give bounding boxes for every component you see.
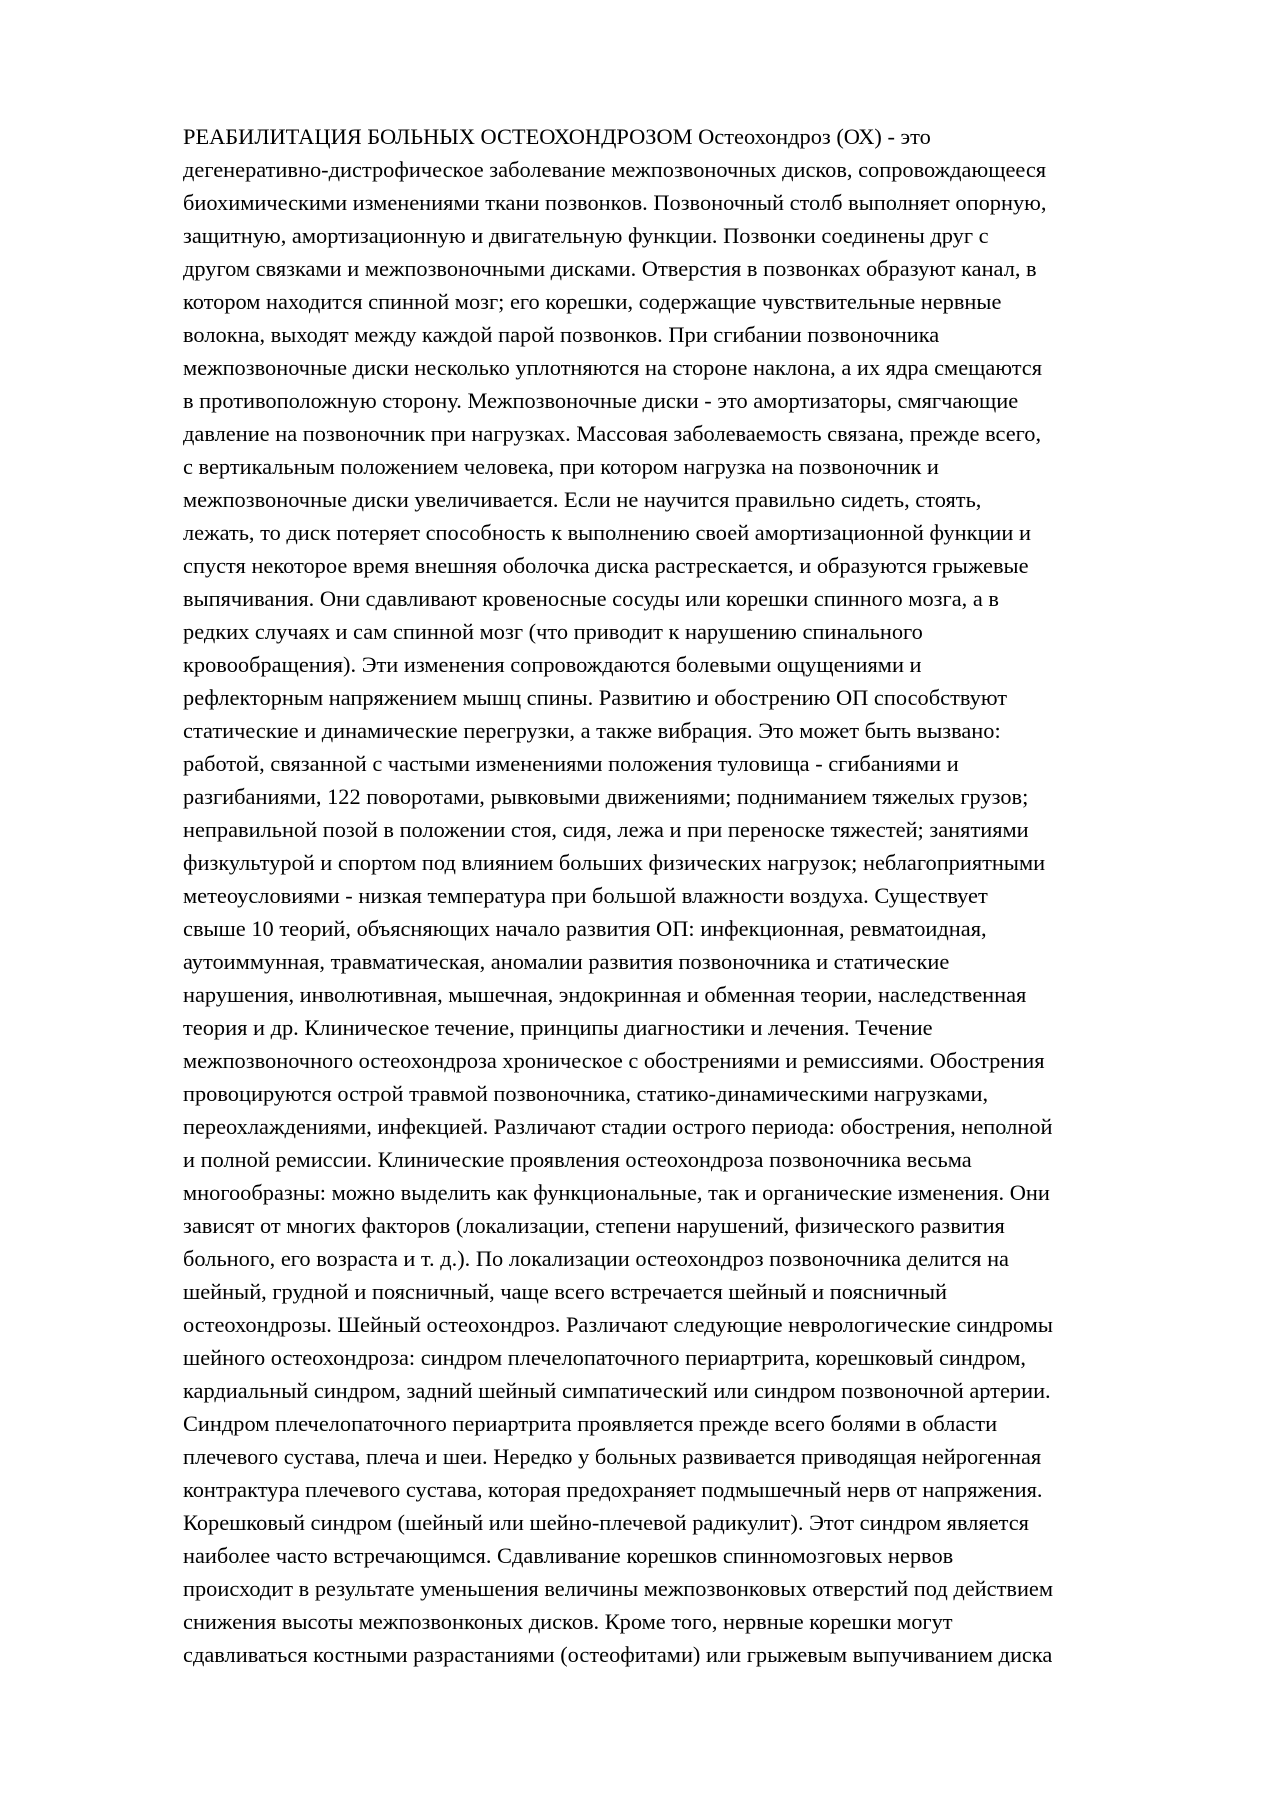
text-line: РЕАБИЛИТАЦИЯ БОЛЬНЫХ ОСТЕОХОНДРОЗОМ Остеохондроз (ОХ) - это bbox=[183, 124, 931, 149]
text-line: провоцируются острой травмой позвоночника, статико-динамическими нагрузками, bbox=[183, 1081, 989, 1106]
text-line: нарушения, инволютивная, мышечная, эндокринная и обменная теории, наследственная bbox=[183, 982, 1027, 1007]
text-line: плечевого сустава, плеча и шеи. Нередко у больных развивается приводящая нейрогенная bbox=[183, 1444, 1042, 1469]
text-line: теория и др. Клиническое течение, принципы диагностики и лечения. Течение bbox=[183, 1015, 933, 1040]
text-line: аутоиммунная, травматическая, аномалии развития позвоночника и статические bbox=[183, 949, 950, 974]
text-line: разгибаниями, 122 поворотами, рывковыми движениями; подниманием тяжелых грузов; bbox=[183, 784, 1029, 809]
text-line: сдавливаться костными разрастаниями (остеофитами) или грыжевым выпучиванием диска bbox=[183, 1642, 1053, 1667]
text-line: кровообращения). Эти изменения сопровождаются болевыми ощущениями и bbox=[183, 652, 922, 677]
text-line: многообразны: можно выделить как функциональные, так и органические изменения. Они bbox=[183, 1180, 1050, 1205]
text-line: лежать, то диск потеряет способность к выполнению своей амортизационной функции и bbox=[183, 520, 1031, 545]
text-line: свыше 10 теорий, объясняющих начало развития ОП: инфекционная, ревматоидная, bbox=[183, 916, 987, 941]
text-line: контрактура плечевого сустава, которая предохраняет подмышечный нерв от напряжения. bbox=[183, 1477, 1043, 1502]
text-line: метеоусловиями - низкая температура при большой влажности воздуха. Существует bbox=[183, 883, 988, 908]
text-line: работой, связанной с частыми изменениями положения туловища - сгибаниями и bbox=[183, 751, 959, 776]
text-line: шейный, грудной и поясничный, чаще всего встречается шейный и поясничный bbox=[183, 1279, 947, 1304]
body-text bbox=[183, 120, 1187, 1671]
text-line: происходит в результате уменьшения величины межпозвонковых отверстий под действием bbox=[183, 1576, 1054, 1601]
text-line: наиболее часто встречающимся. Сдавливание корешков спинномозговых нервов bbox=[183, 1543, 954, 1568]
text-line: Синдром плечелопаточного периартрита проявляется прежде всего болями в области bbox=[183, 1411, 998, 1436]
text-line: с вертикальным положением человека, при котором нагрузка на позвоночник и bbox=[183, 454, 939, 479]
text-line: рефлекторным напряжением мышц спины. Развитию и обострению ОП способствуют bbox=[183, 685, 1008, 710]
text-line: неправильной позой в положении стоя, сидя, лежа и при переноске тяжестей; занятиями bbox=[183, 817, 1029, 842]
text-line: межпозвоночные диски увеличивается. Если не научится правильно сидеть, стоять, bbox=[183, 487, 982, 512]
text-line: другом связками и межпозвоночными дисками. Отверстия в позвонках образуют канал, в bbox=[183, 256, 1037, 281]
text-line: зависят от многих факторов (локализации, степени нарушений, физического развития bbox=[183, 1213, 1005, 1238]
text-line: межпозвоночные диски несколько уплотняются на стороне наклона, а их ядра смещаются bbox=[183, 355, 1043, 380]
text-line: котором находится спинной мозг; его корешки, содержащие чувствительные нервные bbox=[183, 289, 1002, 314]
text-line: остеохондрозы. Шейный остеохондроз. Различают следующие неврологические синдромы bbox=[183, 1312, 1053, 1337]
text-line: спустя некоторое время внешняя оболочка диска растрескается, и образуются грыжевые bbox=[183, 553, 1029, 578]
text-line: больного, его возраста и т. д.). По локализации остеохондроз позвоночника делится на bbox=[183, 1246, 1009, 1271]
text-line: дегенеративно-дистрофическое заболевание межпозвоночных дисков, сопровождающееся bbox=[183, 157, 1047, 182]
text-line: статические и динамические перегрузки, а также вибрация. Это может быть вызвано: bbox=[183, 718, 1001, 743]
text-line: выпячивания. Они сдавливают кровеносные сосуды или корешки спинного мозга, а в bbox=[183, 586, 999, 611]
text-line: переохлаждениями, инфекцией. Различают стадии острого периода: обострения, неполной bbox=[183, 1114, 1053, 1139]
text-line: кардиальный синдром, задний шейный симпатический или синдром позвоночной артерии. bbox=[183, 1378, 1051, 1403]
text-line: в противоположную сторону. Межпозвоночные диски - это амортизаторы, смягчающие bbox=[183, 388, 1019, 413]
text-line: и полной ремиссии. Клинические проявления остеохондроза позвоночника весьма bbox=[183, 1147, 972, 1172]
text-line: физкультурой и спортом под влиянием больших физических нагрузок; неблагоприятными bbox=[183, 850, 1046, 875]
text-line: волокна, выходят между каждой парой позвонков. При сгибании позвоночника bbox=[183, 322, 940, 347]
text-line: редких случаях и сам спинной мозг (что приводит к нарушению спинального bbox=[183, 619, 923, 644]
text-line: снижения высоты межпозвонконых дисков. Кроме того, нервные корешки могут bbox=[183, 1609, 953, 1634]
text-line: биохимическими изменениями ткани позвонков. Позвоночный столб выполняет опорную, bbox=[183, 190, 1047, 215]
text-line: шейного остеохондроза: синдром плечелопаточного периартрита, корешковый синдром, bbox=[183, 1345, 1026, 1370]
text-line: защитную, амортизационную и двигательную функции. Позвонки соединены друг с bbox=[183, 223, 989, 248]
text-line: давление на позвоночник при нагрузках. Массовая заболеваемость связана, прежде всего, bbox=[183, 421, 1042, 446]
text-line: межпозвоночного остеохондроза хроническое с обострениями и ремиссиями. Обострения bbox=[183, 1048, 1045, 1073]
text-line: Корешковый синдром (шейный или шейно-плечевой радикулит). Этот синдром является bbox=[183, 1510, 1029, 1535]
